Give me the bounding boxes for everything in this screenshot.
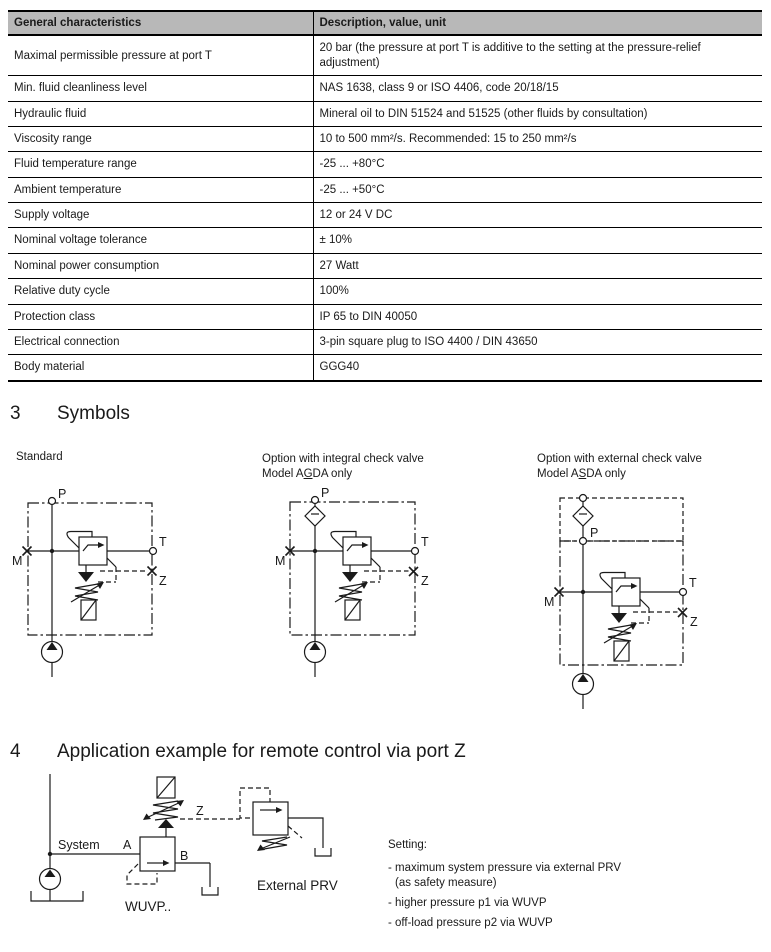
port-z — [409, 567, 429, 588]
pump-icon — [42, 642, 63, 678]
wuvp-valve-symbol — [140, 837, 175, 871]
section-title: Application example for remote control via port Z — [57, 741, 466, 762]
table-row — [8, 304, 762, 329]
external-prv-symbol — [240, 788, 331, 856]
setting-item: - off-load pressure p2 via WUVP — [388, 917, 553, 929]
characteristic-cell: Fluid temperature range — [8, 152, 313, 177]
value-cell: NAS 1638, class 9 or ISO 4406, code 20/18/15 — [313, 76, 762, 101]
table-row — [8, 203, 762, 228]
wuvp-solenoid-actuator — [143, 777, 184, 837]
standard-caption: Standard — [16, 451, 63, 463]
solenoid-actuator-symbol — [335, 565, 368, 620]
system-label: System — [58, 838, 100, 852]
enclosure-box — [290, 502, 415, 635]
characteristic-cell: Viscosity range — [8, 126, 313, 151]
port-z-label: Z — [196, 804, 204, 818]
port-b-label: B — [180, 849, 189, 863]
table-row — [8, 355, 762, 381]
setting-list — [388, 838, 748, 930]
port-z-label: Z — [159, 574, 167, 588]
system-line — [48, 774, 140, 869]
port-m-label: M — [275, 554, 286, 568]
port-p — [49, 487, 67, 505]
port-m-label: M — [544, 595, 555, 609]
table-row — [8, 35, 762, 75]
wuvp-label: WUVP.. — [125, 899, 172, 914]
port-z-label: Z — [421, 574, 429, 588]
table-row — [8, 253, 762, 278]
symbols-section-heading — [10, 403, 130, 425]
port-z — [148, 567, 168, 589]
value-cell: 100% — [313, 279, 762, 304]
port-p-label: P — [58, 487, 67, 501]
table-row — [8, 152, 762, 177]
setting-item: (as safety measure) — [395, 877, 497, 889]
port-t — [680, 576, 698, 596]
external-check-valve-caption — [537, 452, 702, 482]
external-check-valve-diagram — [520, 485, 770, 725]
section-title: Symbols — [57, 403, 130, 424]
value-cell: 3-pin square plug to ISO 4400 / DIN 43650 — [313, 329, 762, 354]
section-number: 4 — [10, 741, 21, 762]
setting-item: - higher pressure p1 via WUVP — [388, 897, 547, 909]
table-row — [8, 177, 762, 202]
characteristic-cell: Supply voltage — [8, 203, 313, 228]
port-z — [678, 608, 698, 629]
solenoid-actuator-symbol — [604, 606, 637, 661]
table-header-row — [8, 11, 762, 35]
pump-icon — [573, 674, 594, 710]
port-t-label: T — [421, 535, 429, 549]
port-m-label: M — [12, 554, 23, 568]
relief-valve-symbol — [600, 573, 640, 607]
port-p-label: P — [590, 526, 599, 540]
port-t-label: T — [689, 576, 697, 590]
tank-icon — [202, 887, 218, 895]
supply-line — [50, 505, 54, 642]
characteristic-cell: Body material — [8, 355, 313, 381]
integral-check-valve-caption — [262, 452, 424, 482]
port-p-label: P — [321, 486, 330, 500]
value-cell: GGG40 — [313, 355, 762, 381]
header-general-characteristics: General characteristics — [8, 11, 313, 35]
value-cell: IP 65 to DIN 40050 — [313, 304, 762, 329]
caption-line-2: Model AGDA only — [262, 468, 353, 480]
value-cell: 12 or 24 V DC — [313, 203, 762, 228]
tank-icon — [31, 891, 83, 901]
value-cell: 10 to 500 mm²/s. Recommended: 15 to 250 mm²/s — [313, 126, 762, 151]
port-m — [275, 547, 295, 569]
setting-title: Setting: — [388, 839, 427, 851]
value-cell: 27 Watt — [313, 253, 762, 278]
application-section-heading — [10, 741, 466, 763]
integral-check-valve-diagram — [255, 485, 500, 695]
port-p — [312, 486, 330, 504]
value-cell: Mineral oil to DIN 51524 and 51525 (other fluids by consultation) — [313, 101, 762, 126]
supply-line — [581, 502, 585, 675]
value-cell: ± 10% — [313, 228, 762, 253]
caption-line-2: Model ASDA only — [537, 468, 626, 480]
general-characteristics-table — [8, 10, 762, 382]
value-cell: 20 bar (the pressure at port T is additive to the setting at the pressure-relief adjustment) — [313, 35, 762, 75]
value-cell: -25 ... +50°C — [313, 177, 762, 202]
relief-valve-symbol — [67, 532, 107, 566]
table-row — [8, 329, 762, 354]
characteristic-cell: Hydraulic fluid — [8, 101, 313, 126]
characteristic-cell: Relative duty cycle — [8, 279, 313, 304]
port-p — [580, 526, 599, 545]
solenoid-actuator-symbol — [71, 565, 104, 620]
application-example-diagram — [20, 770, 440, 950]
table-row — [8, 101, 762, 126]
port-a-label: A — [123, 838, 132, 852]
check-valve-icon — [305, 506, 325, 526]
setting-item: - maximum system pressure via external PRV — [388, 862, 622, 874]
characteristic-cell: Ambient temperature — [8, 177, 313, 202]
table-row — [8, 279, 762, 304]
caption-line-1: Option with integral check valve — [262, 453, 424, 465]
port-t-label: T — [159, 535, 167, 549]
b-drain-line — [175, 863, 218, 895]
port-t — [412, 535, 430, 555]
characteristic-cell: Electrical connection — [8, 329, 313, 354]
external-prv-label: External PRV — [257, 878, 338, 893]
value-cell: -25 ... +80°C — [313, 152, 762, 177]
characteristic-cell: Maximal permissible pressure at port T — [8, 35, 313, 75]
pump-icon — [31, 869, 83, 902]
check-valve-icon — [573, 506, 593, 526]
tank-icon — [315, 848, 331, 856]
table-row — [8, 76, 762, 101]
characteristic-cell: Protection class — [8, 304, 313, 329]
characteristic-cell: Nominal power consumption — [8, 253, 313, 278]
top-port-circle — [580, 495, 587, 502]
enclosure-box — [28, 503, 152, 635]
header-description-value-unit: Description, value, unit — [313, 11, 762, 35]
pump-icon — [305, 642, 326, 678]
characteristic-cell: Min. fluid cleanliness level — [8, 76, 313, 101]
relief-valve-symbol — [331, 532, 371, 566]
table-row — [8, 126, 762, 151]
section-number: 3 — [10, 403, 21, 424]
port-z-label: Z — [690, 615, 698, 629]
standard-symbol-diagram — [0, 485, 230, 695]
spring-icon — [153, 801, 178, 820]
characteristic-cell: Nominal voltage tolerance — [8, 228, 313, 253]
caption-line-1: Option with external check valve — [537, 453, 702, 465]
table-row — [8, 228, 762, 253]
